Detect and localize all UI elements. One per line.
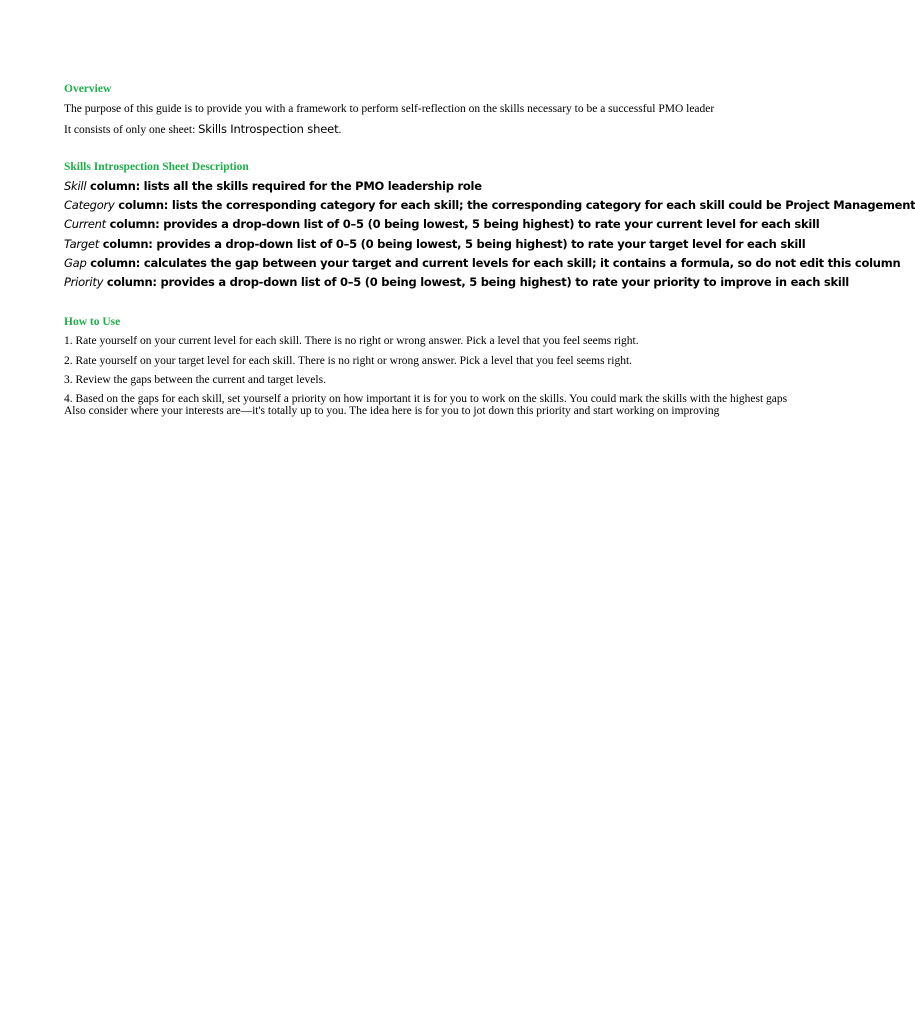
column-description: column: provides a drop-down list of 0–5 (0 being lowest, 5 being highest) to rate your current level for each skill [105, 217, 820, 231]
overview-line-2-suffix: . [338, 124, 342, 136]
description-heading: Skills Introspection Sheet Description [64, 161, 249, 173]
skills-introspection-sheet-name: Skills Introspection sheet [198, 122, 339, 136]
how-to-use-step-3: 3. Review the gaps between the current and target levels. [64, 374, 326, 386]
column-name: Category [64, 198, 115, 212]
description-item-skill [64, 179, 482, 193]
column-name: Priority [64, 275, 104, 289]
how-to-use-step-4: 4. Based on the gaps for each skill, set yourself a priority on how important it is for you to work on the skills. You could mark the skills with the highest gaps [64, 393, 788, 405]
column-description: column: provides a drop-down list of 0–5 (0 being lowest, 5 being highest) to rate your target level for each skill [98, 237, 806, 251]
how-to-use-step-2: 2. Rate yourself on your target level for each skill. There is no right or wrong answer. Pick a level that you feel seems right. [64, 355, 633, 367]
description-item-current [64, 217, 819, 231]
overview-line-2-prefix: It consists of only one sheet: [64, 124, 199, 136]
overview-paragraph-line-2 [64, 122, 341, 136]
column-description: column: lists the corresponding category for each skill; the corresponding category for each skill could be Project Management [114, 198, 915, 212]
column-name: Skill [64, 179, 87, 193]
column-name: Gap [64, 256, 87, 270]
column-name: Current [64, 217, 106, 231]
description-item-category [64, 198, 915, 212]
column-name: Target [64, 237, 99, 251]
how-to-use-heading: How to Use [64, 316, 121, 328]
overview-heading: Overview [64, 83, 112, 95]
description-item-target [64, 237, 805, 251]
how-to-use-step-1: 1. Rate yourself on your current level for each skill. There is no right or wrong answer. Pick a level that you feel seems right. [64, 335, 639, 347]
overview-paragraph-line-1: The purpose of this guide is to provide you with a framework to perform self-reflection on the skills necessary to be a successful PMO leader [64, 103, 715, 115]
description-item-priority [64, 275, 849, 289]
column-description: column: provides a drop-down list of 0–5 (0 being lowest, 5 being highest) to rate your priority to improve in each skill [103, 275, 849, 289]
description-item-gap [64, 256, 900, 270]
how-to-use-step-4-continuation: Also consider where your interests are—it's totally up to you. The idea here is for you to jot down this priority and start working on improving [64, 405, 720, 417]
column-description: column: calculates the gap between your target and current levels for each skill; it contains a formula, so do not edit this column [86, 256, 901, 270]
column-description: column: lists all the skills required for the PMO leadership role [86, 179, 482, 193]
